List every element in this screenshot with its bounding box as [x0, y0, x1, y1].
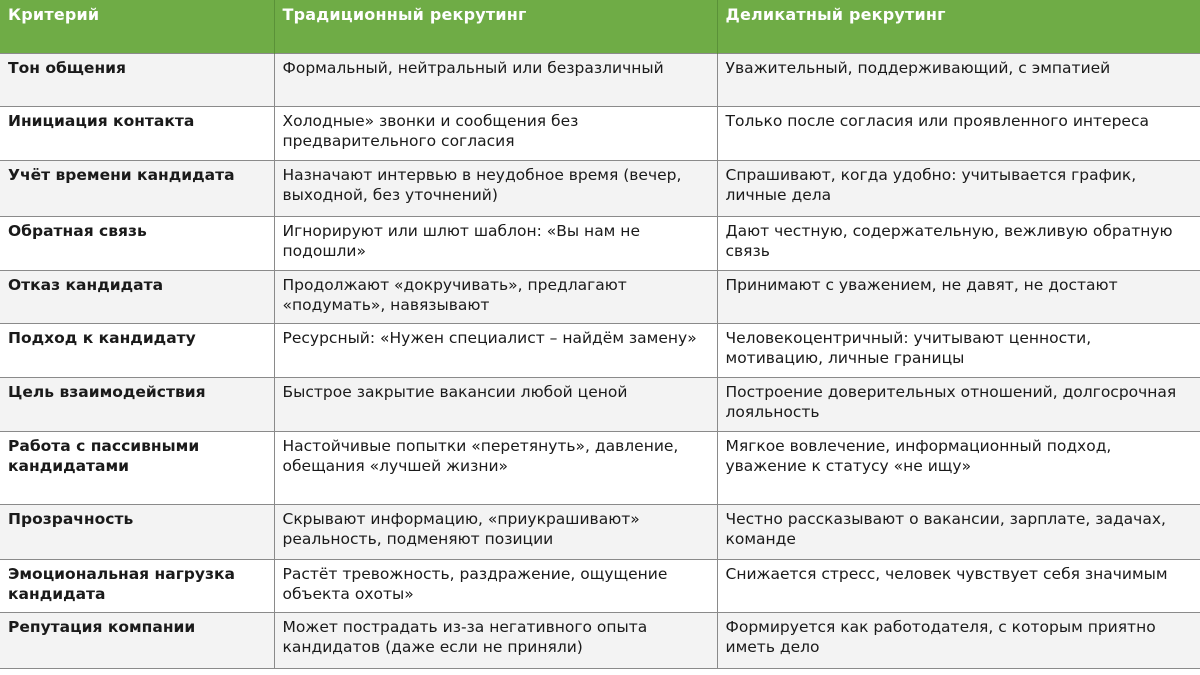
criterion-cell: Прозрачность [0, 504, 274, 559]
table-row [0, 504, 1200, 559]
traditional-cell: Быстрое закрытие вакансии любой ценой [274, 377, 717, 431]
header-row [0, 0, 1200, 53]
table-row [0, 216, 1200, 270]
traditional-cell: Ресурсный: «Нужен специалист – найдём замену» [274, 323, 717, 377]
criterion-cell: Тон общения [0, 53, 274, 106]
table-row [0, 160, 1200, 216]
delicate-cell: Уважительный, поддерживающий, с эмпатией [717, 53, 1200, 106]
traditional-cell: Назначают интервью в неудобное время (вечер, выходной, без уточнений) [274, 160, 717, 216]
header-delicate: Деликатный рекрутинг [717, 0, 1200, 53]
criterion-cell: Эмоциональная нагрузка кандидата [0, 559, 274, 612]
delicate-cell: Принимают с уважением, не давят, не достают [717, 270, 1200, 323]
delicate-cell: Дают честную, содержательную, вежливую обратную связь [717, 216, 1200, 270]
traditional-cell: Может пострадать из-за негативного опыта кандидатов (даже если не приняли) [274, 612, 717, 668]
criterion-cell: Инициация контакта [0, 106, 274, 160]
criterion-cell: Подход к кандидату [0, 323, 274, 377]
traditional-cell: Продолжают «докручивать», предлагают «подумать», навязывают [274, 270, 717, 323]
criterion-cell: Учёт времени кандидата [0, 160, 274, 216]
delicate-cell: Мягкое вовлечение, информационный подход, уважение к статусу «не ищу» [717, 431, 1200, 504]
table-row [0, 270, 1200, 323]
delicate-cell: Честно рассказывают о вакансии, зарплате, задачах, команде [717, 504, 1200, 559]
criterion-cell: Обратная связь [0, 216, 274, 270]
table-row [0, 431, 1200, 504]
table-row [0, 559, 1200, 612]
delicate-cell: Только после согласия или проявленного интереса [717, 106, 1200, 160]
table-row [0, 106, 1200, 160]
table-row [0, 323, 1200, 377]
criterion-cell: Отказ кандидата [0, 270, 274, 323]
delicate-cell: Человекоцентричный: учитывают ценности, мотивацию, личные границы [717, 323, 1200, 377]
criterion-cell: Цель взаимодействия [0, 377, 274, 431]
table-row [0, 377, 1200, 431]
traditional-cell: Растёт тревожность, раздражение, ощущение объекта охоты» [274, 559, 717, 612]
table-row [0, 53, 1200, 106]
header-criterion: Критерий [0, 0, 274, 53]
traditional-cell: Холодные» звонки и сообщения без предварительного согласия [274, 106, 717, 160]
header-traditional: Традиционный рекрутинг [274, 0, 717, 53]
criterion-cell: Работа с пассивными кандидатами [0, 431, 274, 504]
traditional-cell: Игнорируют или шлют шаблон: «Вы нам не подошли» [274, 216, 717, 270]
traditional-cell: Формальный, нейтральный или безразличный [274, 53, 717, 106]
delicate-cell: Формируется как работодателя, с которым приятно иметь дело [717, 612, 1200, 668]
delicate-cell: Спрашивают, когда удобно: учитывается график, личные дела [717, 160, 1200, 216]
delicate-cell: Построение доверительных отношений, долгосрочная лояльность [717, 377, 1200, 431]
criterion-cell: Репутация компании [0, 612, 274, 668]
delicate-cell: Снижается стресс, человек чувствует себя значимым [717, 559, 1200, 612]
traditional-cell: Настойчивые попытки «перетянуть», давление, обещания «лучшей жизни» [274, 431, 717, 504]
table-row [0, 612, 1200, 668]
traditional-cell: Скрывают информацию, «приукрашивают» реальность, подменяют позиции [274, 504, 717, 559]
